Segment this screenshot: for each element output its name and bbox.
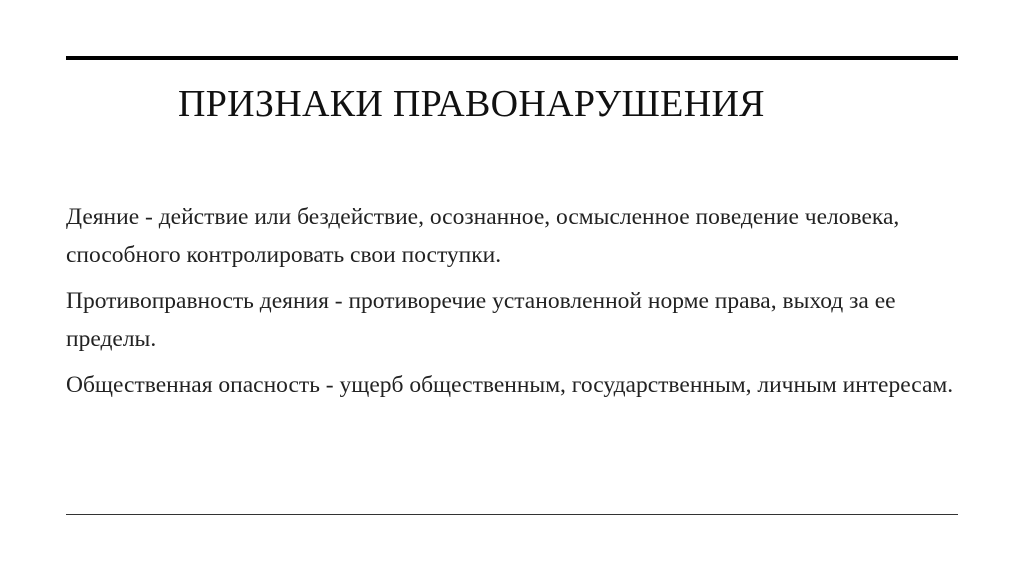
slide-title: ПРИЗНАКИ ПРАВОНАРУШЕНИЯ [178, 83, 765, 125]
paragraph-obshchestvennaya-opasnost: Общественная опасность - ущерб общественным, государственным, личным интересам. [66, 372, 954, 398]
slide-body [66, 198, 958, 412]
paragraph-deyanie: Деяние - действие или бездействие, осознанное, осмысленное поведение человека, способного контролировать свои поступки. [66, 204, 900, 268]
top-divider [66, 56, 958, 60]
paragraph-protivopravnost: Противоправность деяния - противоречие установленной норме права, выход за ее пределы. [66, 288, 896, 352]
bottom-divider [66, 514, 958, 515]
